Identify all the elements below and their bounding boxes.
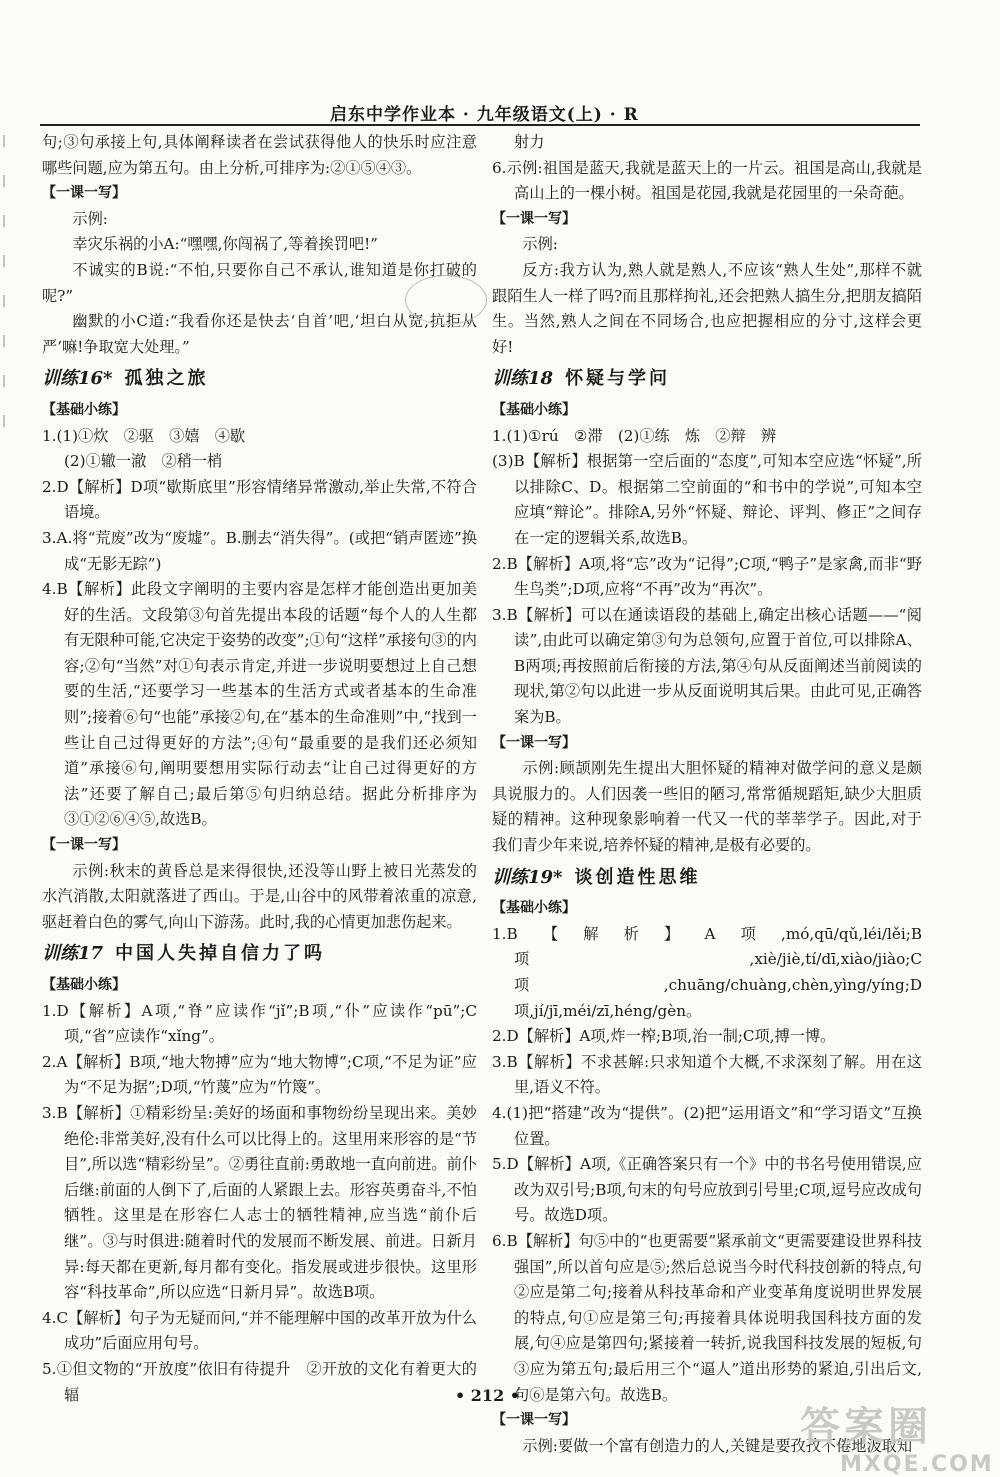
left-column <box>42 130 477 1408</box>
subsection-heading: 【一课一写】 <box>42 185 126 202</box>
answer-paragraph: 5.D【解析】A项,《正确答案只有一个》中的书名号使用错误,应改为双引号;B项,句末的句号应放到引号里;C项,逗号应改成句号。故选D项。 <box>492 1155 922 1225</box>
answer-paragraph: 1.B【解析】A项,mó,qū/qǔ,léi/lěi;B项,xiè/jiè,tí/dī,xiào/jiào;C项,chuāng/chuàng,chèn,yìng/yíng;D项,jí/jī,méi/zī,héng/gèn。 <box>492 924 922 1020</box>
answer-paragraph: 反方:我方认为,熟人就是熟人,不应该“熟人生处”,那样不就跟陌生人一样了吗?而且那样拘礼,还会把熟人搞生分,把朋友搞陌生。当然,熟人之间在不同场合,也应把握相应的分寸,这样会更好! <box>492 260 922 356</box>
answer-paragraph: 1.(1)①炊 ②驱 ③嬉 ④歇 <box>42 426 246 445</box>
answer-paragraph: 幸灾乐祸的小A:“嘿嘿,你闯祸了,等着挨罚吧!” <box>72 235 378 254</box>
answer-paragraph: 5.①但文物的“开放度”依旧有待提升 ②开放的文化有着更大的辐 <box>42 1359 477 1404</box>
right-column <box>492 130 922 1459</box>
section-name: 谈创造性思维 <box>574 866 701 888</box>
section-name: 中国人失掉自信力了吗 <box>115 943 326 965</box>
subsection-heading: 【一课一写】 <box>492 734 576 751</box>
answer-paragraph: 不诚实的B说:“不怕,只要你自己不承认,谁知道是你打破的呢?” <box>42 260 477 305</box>
subsection-heading: 【一课一写】 <box>42 837 126 854</box>
section-name: 怀疑与学问 <box>565 368 671 390</box>
subsection-heading: 【一课一写】 <box>492 1412 576 1429</box>
section-number: 训练16* <box>42 368 113 390</box>
answer-paragraph: 2.A【解析】B项,“地大物搏”应为“地大物博”;C项,“不足为证”应为“不足为据”;D项,“竹蔑”应为“竹篾”。 <box>42 1052 477 1097</box>
answer-paragraph: 6.示例:祖国是蓝天,我就是蓝天上的一片云。祖国是高山,我就是高山上的一棵小树。祖国是花园,我就是花园里的一朵奇葩。 <box>492 158 922 203</box>
running-header: 启东中学作业本 · 九年级语文(上) · R <box>330 105 639 125</box>
answer-paragraph: 3.B【解析】可以在通读语段的基础上,确定出核心话题——“阅读”,由此可以确定第③句为总领句,应置于首位,可以排除A、B两项;再按照前后衔接的方法,第④句从反面阐述当前阅读的现状,第②句以此进一步从反面说明其后果。由此可见,正确答案为B。 <box>492 605 922 727</box>
answer-paragraph: 2.D【解析】A项,炸一榨;B项,治一制;C项,搏一博。 <box>492 1027 836 1046</box>
subsection-heading: 【基础小练】 <box>492 401 576 418</box>
watermark-logo-text: 答案圈 <box>800 1404 932 1450</box>
answer-paragraph: 示例:顾颉刚先生提出大胆怀疑的精神对做学问的意义是颇具说服力的。人们因袭一些旧的陋习,常常循规蹈矩,缺少大胆质疑的精神。这种现象影响着一代又一代的莘莘学子。因此,对于我们青少年来说,培养怀疑的精神,是极有必要的。 <box>492 759 922 855</box>
subsection-heading: 【基础小练】 <box>42 401 126 418</box>
answer-paragraph: 句;③句承接上句,具体阐释读者在尝试获得他人的快乐时应注意哪些问题,应为第五句。由上分析,可排序为:②①⑤④③。 <box>42 133 477 177</box>
answer-paragraph: 示例:秋末的黄昏总是来得很快,还没等山野上被日光蒸发的水汽消散,太阳就落进了西山。于是,山谷中的风带着浓重的凉意,驱赶着白色的雾气,向山下游荡。此时,我的心情更加悲伤起来。 <box>42 861 477 931</box>
subsection-heading: 【基础小练】 <box>42 977 126 993</box>
header-rule <box>40 124 920 126</box>
section-name: 孤独之旅 <box>124 368 209 390</box>
answer-paragraph: 6.B【解析】句⑤中的“也更需要”紧承前文“更需要建设世界科技强国”,所以首句应是⑤;然后总说当今时代科技创新的特点,句②应是第二句;接着从科技革命和产业变革角度说明世界发展的特点,句①应是第三句;再接着具体说明我国科技方面的发展,句④应是第四句;紧接着一转折,说我国科技发展的短板,句③应为第五句;最后用三个“逼人”道出形势的紧迫,引出后文,句⑥是第六句。故选B。 <box>492 1231 922 1404</box>
answer-paragraph: (3)B【解析】根据第一空后面的“态度”,可知本空应选“怀疑”,所以排除C、D。根据第二空前面的“和书中的学说”,可知本空应填“辩论”。排除A,另外“怀疑、辩论、评判、修正”之间存在一定的逻辑关系,故选B。 <box>492 452 922 547</box>
section-title <box>42 366 477 392</box>
answer-paragraph: 3.B【解析】①精彩纷呈:美好的场面和事物纷纷呈现出来。美妙绝伦:非常美好,没有什么可以比得上的。这里用来形容的是“节目”,所以选“精彩纷呈”。②勇往直前:勇敢地一直向前进。前仆后继:前面的人倒下了,后面的人紧跟上去。形容英勇奋斗,不怕牺牲。这里是在形容仁人志士的牺牲精神,应当选“前仆后继”。③与时俱进:随着时代的发展而不断发展、前进。日新月异:每天都在更新,每月都有变化。指发展或进步很快。这里形容“科技革命”,所以应选“日新月异”。故选B项。 <box>42 1103 477 1302</box>
section-number: 训练17 <box>42 943 104 965</box>
page-number: • 212 • <box>455 1386 520 1405</box>
section-title <box>492 865 922 891</box>
site-watermark <box>800 1395 994 1477</box>
answer-paragraph: 射力 <box>514 133 545 151</box>
answer-paragraph: 4.C【解析】句子为无疑而问,“并不能理解中国的改革开放为什么成功”后面应用句号。 <box>42 1308 477 1353</box>
answer-paragraph: 2.D【解析】D项“歇斯底里”形容情绪异常激动,举止失常,不符合语境。 <box>42 477 477 522</box>
ink-stamp <box>405 275 487 325</box>
answer-paragraph: 1.D【解析】A项,“脊”应读作“jǐ”;B项,“仆”应读作“pū”;C项,“省”应读作“xǐng”。 <box>42 1001 477 1046</box>
section-number: 训练18 <box>492 368 554 390</box>
answer-paragraph: 示例: <box>522 235 558 254</box>
section-title <box>42 941 477 967</box>
section-number: 训练19* <box>492 866 563 888</box>
section-title <box>492 366 922 392</box>
subsection-heading: 【基础小练】 <box>492 900 576 917</box>
subsection-heading: 【一课一写】 <box>492 210 576 227</box>
answer-paragraph: (2)①辙一澈 ②稍一梢 <box>64 452 223 471</box>
answer-paragraph: 2.B【解析】A项,将“忘”改为“记得”;C项,“鸭子”是家禽,而非“野生鸟类”;D项,应将“不再”改为“再次”。 <box>492 554 922 599</box>
watermark-url: MXQE.COM <box>840 1452 994 1477</box>
answer-paragraph: 3.B【解析】不求甚解:只求知道个大概,不求深刻了解。用在这里,语义不符。 <box>492 1052 922 1097</box>
answer-paragraph: 4.(1)把“搭建”改为“提供”。(2)把“运用语文”和“学习语文”互换位置。 <box>492 1103 922 1148</box>
answer-paragraph: 3.A.将“荒废”改为“废墟”。B.删去“消失得”。(或把“销声匿迹”换成“无影无踪”) <box>42 528 477 573</box>
answer-paragraph: 示例:要做一个富有创造力的人,关键是要孜孜不倦地汲取知 <box>522 1436 913 1455</box>
answer-paragraph: 1.(1)①rú ②滞 (2)①练 炼 ②辩 辨 <box>492 426 777 445</box>
answer-paragraph: 示例: <box>72 209 108 228</box>
answer-paragraph: 4.B【解析】此段文字阐明的主要内容是怎样才能创造出更加美好的生活。文段第③句首先提出本段的话题“每个人的人生都有无限种可能,它决定于姿势的改变”;①句“这样”承接句③的内容;②句“当然”对①句表示肯定,并进一步说明要想过上自己想要的生活,“还要学习一些基本的生活方式或者基本的生命准则”;接着⑥句“也能”承接②句,在“基本的生命准则”中,“找到一些让自己过得更好的方法”;④句“最重要的是我们还必须知道”承接⑥句,阐明要想用实际行动去“让自己过得更好的方法”还要了解自己;最后第⑤句归纳总结。据此分析排序为③①②⑥④⑤,故选B。 <box>42 580 477 829</box>
binding-edge-marks: | | | | | | | | <box>2 133 7 427</box>
answer-paragraph: 幽默的小C道:“我看你还是快去‘自首’吧,‘坦白从宽,抗拒从严’嘛!争取宽大处理。” <box>42 312 477 356</box>
